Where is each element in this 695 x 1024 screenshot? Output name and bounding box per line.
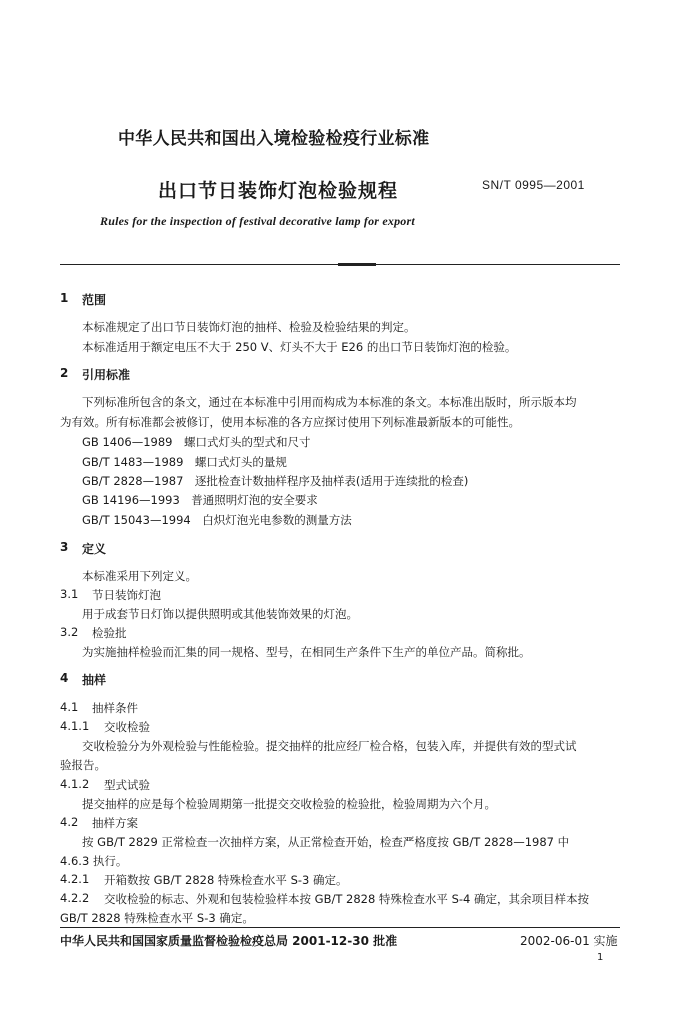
reference-item: GB 1406—1989 螺口式灯头的型式和尺寸 [82, 435, 311, 449]
implementation-date: 2002-06-01 实施 [520, 934, 618, 948]
clause-4-1-1-paragraph: 交收检验分为外观检验与性能检验。提交抽样的批应经厂检合格，包装入库，并提供有效的型式试 [82, 739, 577, 753]
section-4-number: 4 [60, 671, 69, 685]
clause-3-1-title: 节日装饰灯泡 [92, 588, 161, 602]
standard-code: SN/T 0995—2001 [482, 178, 585, 192]
section-2-title: 引用标准 [82, 368, 131, 382]
reference-item: GB/T 1483—1989 螺口式灯头的量规 [82, 455, 287, 469]
section-1-paragraph: 本标准适用于额定电压不大于 250 V、灯头不大于 E26 的出口节日装饰灯泡的检验。 [82, 340, 517, 354]
clause-4-1-2-title: 型式试验 [104, 778, 150, 792]
clause-4-1-1-title: 交收检验 [104, 720, 150, 734]
header-divider-mark [338, 263, 376, 266]
clause-4-1-2-paragraph: 提交抽样的应是每个检验周期第一批提交交收检验的检验批，检验周期为六个月。 [82, 797, 496, 811]
clause-4-1-title: 抽样条件 [92, 701, 138, 715]
clause-4-1-number: 4.1 [60, 700, 79, 714]
reference-item: GB/T 15043—1994 白炽灯泡光电参数的测量方法 [82, 513, 352, 527]
section-2-paragraph: 为有效。所有标准都会被修订，使用本标准的各方应探讨使用下列标准最新版本的可能性。 [60, 415, 520, 429]
clause-3-2-title: 检验批 [92, 626, 127, 640]
section-3-number: 3 [60, 540, 69, 554]
reference-item: GB 14196—1993 普通照明灯泡的安全要求 [82, 493, 318, 507]
clause-4-2-title: 抽样方案 [92, 816, 138, 830]
approval-statement: 中华人民共和国国家质量监督检验检疫总局 2001-12-30 批准 [60, 934, 398, 948]
clause-4-1-2-number: 4.1.2 [60, 777, 90, 791]
clause-4-2-1-number: 4.2.1 [60, 872, 90, 886]
clause-3-2-paragraph: 为实施抽样检验而汇集的同一规格、型号，在相同生产条件下生产的单位产品。简称批。 [82, 645, 531, 659]
document-title: 出口节日装饰灯泡检验规程 [158, 180, 399, 202]
clause-4-2-2-text: 交收检验的标志、外观和包装检验样本按 GB/T 2828 特殊检查水平 S-4 确定，其余项目样本按 [104, 892, 590, 906]
english-title: Rules for the inspection of festival decorative lamp for export [100, 214, 415, 228]
clause-3-1-paragraph: 用于成套节日灯饰以提供照明或其他装饰效果的灯泡。 [82, 607, 358, 621]
clause-4-2-number: 4.2 [60, 815, 79, 829]
section-1-number: 1 [60, 291, 69, 305]
clause-4-2-2-number: 4.2.2 [60, 891, 90, 905]
clause-4-1-1-number: 4.1.1 [60, 719, 90, 733]
issuing-authority-heading: 中华人民共和国出入境检验检疫行业标准 [118, 129, 430, 149]
reference-item: GB/T 2828—1987 逐批检查计数抽样程序及抽样表(适用于连续批的检查) [82, 474, 469, 488]
section-4-title: 抽样 [82, 673, 107, 687]
section-2-number: 2 [60, 366, 69, 380]
clause-4-1-1-paragraph: 验报告。 [60, 758, 106, 772]
section-1-paragraph: 本标准规定了出口节日装饰灯泡的抽样、检验及检验结果的判定。 [82, 320, 416, 334]
clause-3-2-number: 3.2 [60, 625, 79, 639]
section-2-paragraph: 下列标准所包含的条文，通过在本标准中引用而构成为本标准的条文。本标准出版时，所示版本均 [82, 395, 577, 409]
section-1-title: 范围 [82, 293, 107, 307]
clause-4-2-1-text: 开箱数按 GB/T 2828 特殊检查水平 S-3 确定。 [104, 873, 348, 887]
clause-3-1-number: 3.1 [60, 587, 79, 601]
clause-4-2-2-text: GB/T 2828 特殊检查水平 S-3 确定。 [60, 911, 254, 925]
section-3-paragraph: 本标准采用下列定义。 [82, 569, 197, 583]
footer-divider [60, 927, 620, 928]
clause-4-2-paragraph: 4.6.3 执行。 [60, 854, 128, 868]
section-3-title: 定义 [82, 542, 107, 556]
clause-4-2-paragraph: 按 GB/T 2829 正常检查一次抽样方案，从正常检查开始，检查严格度按 GB/T 2828—1987 中 [82, 835, 570, 849]
page-number: 1 [597, 952, 604, 963]
